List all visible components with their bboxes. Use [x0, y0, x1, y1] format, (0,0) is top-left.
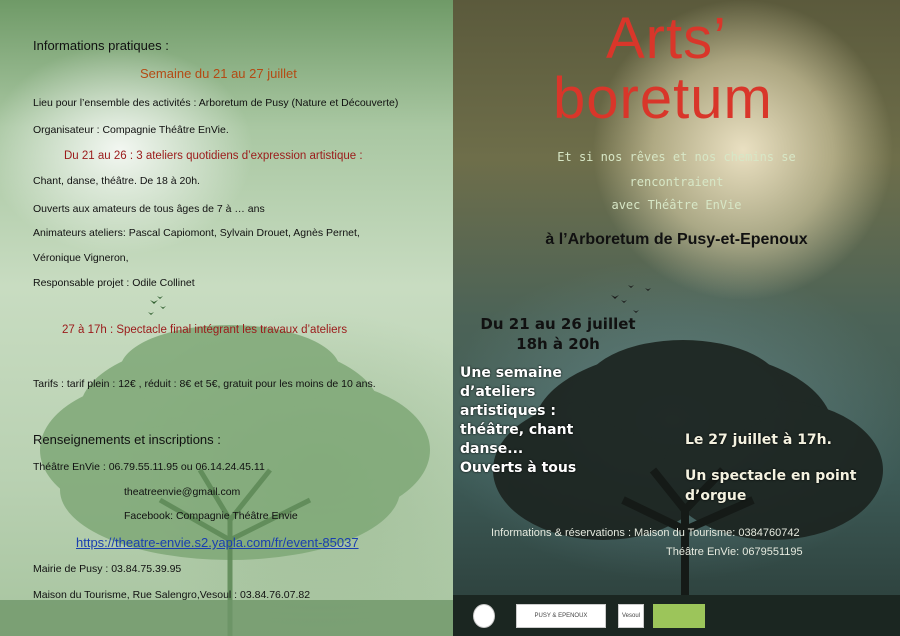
title-line-1: Arts’ [606, 6, 727, 71]
info-line-2: Théâtre EnVie: 0679551195 [666, 546, 803, 558]
ateliers-line-4: théâtre, chant [460, 422, 574, 438]
lieu-value: Arboretum de Pusy (Nature et Découverte) [198, 97, 399, 109]
tagline-3: avec Théâtre EnVie [611, 198, 742, 212]
spectacle-line-1: Le 27 juillet à 17h. [685, 432, 832, 448]
maison-line [33, 589, 310, 601]
maison-label: Maison du Tourisme, [33, 589, 130, 601]
email-line: theatreenvie@gmail.com [124, 486, 241, 498]
organisateur-line [33, 124, 229, 136]
animateurs-line-2: Véronique Vigneron, [33, 252, 129, 264]
ateliers-line-3: artistiques : [460, 403, 556, 419]
theatre-label: Théâtre EnVie : [33, 461, 106, 473]
ateliers-line: Du 21 au 26 : 3 ateliers quotidiens d’expression artistique : [64, 150, 363, 162]
responsable-line [33, 277, 195, 289]
logo-vesoul: Vesoul [618, 604, 644, 628]
org-value: Compagnie Théâtre EnVie. [102, 124, 229, 136]
birds-icon [148, 296, 166, 315]
spectacle-line-2: Un spectacle en point [685, 468, 857, 484]
week-line: Semaine du 21 au 27 juillet [140, 66, 297, 81]
logo-arboretum [473, 604, 495, 628]
theatre-line [33, 461, 265, 473]
event-link[interactable]: https://theatre-envie.s2.yapla.com/fr/event-85037 [76, 535, 359, 550]
mairie-phone: 03.84.75.39.95 [111, 563, 182, 575]
ateliers-line-1: Une semaine [460, 365, 562, 381]
theatre-phone: 06.79.55.11.95 ou 06.14.24.45.11 [108, 461, 265, 473]
ateliers-block [460, 364, 576, 478]
spectacle-line-3: d’orgue [685, 488, 747, 504]
renseignements-heading: Renseignements et inscriptions : [33, 432, 221, 447]
tarifs-label: Tarifs : [33, 378, 64, 390]
dates-line-2: 18h à 20h [516, 335, 600, 353]
resp-label: Responsable projet : [33, 277, 130, 289]
mairie-label: Mairie de Pusy : [33, 563, 109, 575]
ateliers-line-6: Ouverts à tous [460, 460, 577, 476]
tarifs-line [33, 378, 376, 390]
venue-line: à l’Arboretum de Pusy-et-Epenoux [545, 231, 808, 248]
anim-label: Animateurs ateliers: [33, 227, 126, 239]
org-label: Organisateur : [33, 124, 100, 136]
logo-partner [653, 604, 705, 628]
logo-pusy: PUSY & EPENOUX [516, 604, 606, 628]
dates-line-1: Du 21 au 26 juillet [480, 315, 636, 333]
lieu-line [33, 97, 398, 109]
maison-value: Rue Salengro,Vesoul : 03.84.76.07.82 [132, 589, 311, 601]
lieu-label: Lieu pour l’ensemble des activités : [33, 97, 197, 109]
resp-value: Odile Collinet [132, 277, 195, 289]
mairie-line [33, 563, 181, 575]
animateurs-line [33, 227, 360, 239]
spectacle-block [685, 430, 856, 506]
dates-block [463, 314, 653, 354]
sponsor-logos [468, 604, 898, 634]
ateliers-line-5: danse... [460, 441, 524, 457]
anim-value: Pascal Capiomont, Sylvain Drouet, Agnès Pernet, [128, 227, 360, 239]
info-heading: Informations pratiques : [33, 38, 169, 53]
right-poster-panel [453, 0, 900, 636]
tagline-2: rencontraient [629, 175, 724, 189]
title-line-2: boretum [553, 66, 773, 131]
ateliers-line-2: d’ateliers [460, 384, 536, 400]
info-line-1: Informations & réservations : Maison du Tourisme: 0384760742 [491, 527, 800, 539]
birds-icon [611, 285, 651, 313]
facebook-line: Facebook: Compagnie Théâtre Envie [124, 510, 298, 522]
ouverts-line: Ouverts aux amateurs de tous âges de 7 à … ans [33, 203, 265, 215]
tarifs-value: tarif plein : 12€ , réduit : 8€ et 5€, gratuit pour les moins de 10 ans. [66, 378, 376, 390]
tagline-1: Et si nos rêves et nos chemins se [557, 150, 796, 164]
ateliers-detail: Chant, danse, théâtre. De 18 à 20h. [33, 175, 200, 187]
spectacle-line: 27 à 17h : Spectacle final intégrant les travaux d’ateliers [62, 324, 348, 336]
